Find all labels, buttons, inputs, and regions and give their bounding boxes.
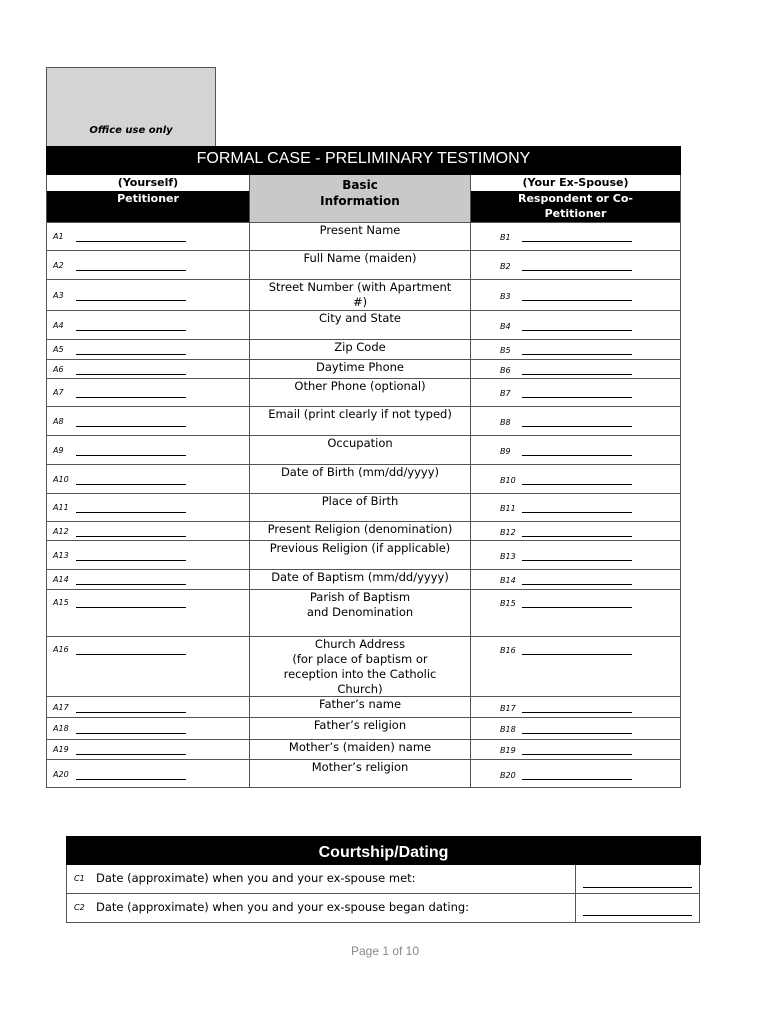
field-label-line: Present Religion (denomination): [267, 522, 453, 536]
respondent-header-line1: Respondent or Co-: [517, 192, 633, 205]
petitioner-code: A5: [53, 345, 64, 354]
field-label: [250, 697, 470, 712]
petitioner-answer-field[interactable]: [76, 300, 186, 301]
respondent-answer-field[interactable]: [522, 754, 632, 755]
petitioner-code: A16: [53, 645, 69, 654]
petitioner-code: A17: [53, 703, 69, 712]
respondent-code: B18: [500, 725, 516, 734]
respondent-code: B6: [500, 366, 511, 375]
field-label-line: Father’s name: [318, 697, 402, 711]
field-label-line: City and State: [319, 311, 401, 325]
field-label-line: Zip Code: [334, 340, 386, 354]
petitioner-answer-field[interactable]: [76, 733, 186, 734]
courtship-code-c1: C1: [74, 874, 85, 883]
field-label-line: Church): [337, 682, 383, 696]
field-label-line: #): [352, 295, 368, 309]
field-label: [250, 541, 470, 556]
respondent-answer-field[interactable]: [522, 779, 632, 780]
courtship-row-divider: [67, 893, 699, 894]
respondent-answer-field[interactable]: [522, 536, 632, 537]
field-label: [250, 718, 470, 733]
petitioner-code: A9: [53, 446, 64, 455]
respondent-code: B9: [500, 447, 511, 456]
petitioner-code: A13: [53, 551, 69, 560]
field-label-line: Daytime Phone: [316, 360, 404, 374]
petitioner-answer-field[interactable]: [76, 654, 186, 655]
courtship-question-c2: Date (approximate) when you and your ex-spouse began dating:: [96, 900, 470, 914]
courtship-code-c2: C2: [74, 903, 85, 912]
respondent-answer-field[interactable]: [522, 241, 632, 242]
petitioner-answer-field[interactable]: [76, 560, 186, 561]
basic-information-header: [250, 175, 470, 222]
petitioner-answer-field[interactable]: [76, 455, 186, 456]
office-use-box: [46, 67, 216, 146]
field-label: [250, 407, 470, 422]
field-label: [250, 570, 470, 585]
petitioner-code: A4: [53, 321, 64, 330]
field-label: [250, 522, 470, 537]
respondent-answer-field[interactable]: [522, 654, 632, 655]
petitioner-code: A3: [53, 291, 64, 300]
respondent-code: B17: [500, 704, 516, 713]
field-label: [250, 311, 470, 326]
respondent-code: B11: [500, 504, 516, 513]
petitioner-answer-field[interactable]: [76, 712, 186, 713]
respondent-code: B8: [500, 418, 511, 427]
petitioner-answer-field[interactable]: [76, 330, 186, 331]
field-label: [250, 360, 470, 375]
respondent-answer-field[interactable]: [522, 397, 632, 398]
field-label: [250, 740, 470, 755]
courtship-answer-c2[interactable]: [583, 915, 692, 916]
respondent-code: B13: [500, 552, 516, 561]
respondent-answer-field[interactable]: [522, 560, 632, 561]
respondent-code: B3: [500, 292, 511, 301]
petitioner-code: A19: [53, 745, 69, 754]
respondent-header-line2: Petitioner: [544, 207, 607, 220]
petitioner-answer-field[interactable]: [76, 426, 186, 427]
respondent-answer-field[interactable]: [522, 584, 632, 585]
respondent-answer-field[interactable]: [522, 455, 632, 456]
field-label: [250, 637, 470, 697]
field-label-line: Previous Religion (if applicable): [269, 541, 451, 555]
petitioner-code: A12: [53, 527, 69, 536]
petitioner-code: A15: [53, 598, 69, 607]
field-label: [250, 590, 470, 620]
field-label: [250, 379, 470, 394]
courtship-title: Courtship/Dating: [66, 836, 701, 865]
field-label-line: Date of Birth (mm/dd/yyyy): [280, 465, 440, 479]
field-label-line: Present Name: [319, 223, 401, 237]
field-label: [250, 340, 470, 355]
office-use-label: Office use only: [89, 125, 173, 136]
field-label-line: Street Number (with Apartment: [268, 280, 452, 294]
respondent-code: B10: [500, 476, 516, 485]
petitioner-code: A10: [53, 475, 69, 484]
field-label-line: Parish of Baptism: [309, 590, 411, 604]
petitioner-code: A11: [53, 503, 69, 512]
field-label: [250, 760, 470, 775]
field-label-line: reception into the Catholic: [283, 667, 437, 681]
petitioner-code: A14: [53, 575, 69, 584]
field-label: [250, 280, 470, 310]
respondent-answer-field[interactable]: [522, 484, 632, 485]
respondent-code: B7: [500, 389, 511, 398]
respondent-answer-field[interactable]: [522, 733, 632, 734]
field-label-line: Mother’s (maiden) name: [288, 740, 432, 754]
respondent-subheader: (Your Ex-Spouse): [471, 175, 680, 191]
respondent-code: B4: [500, 322, 511, 331]
petitioner-answer-field[interactable]: [76, 536, 186, 537]
respondent-answer-field[interactable]: [522, 374, 632, 375]
field-label-line: Occupation: [327, 436, 393, 450]
petitioner-answer-field[interactable]: [76, 241, 186, 242]
petitioner-answer-field[interactable]: [76, 779, 186, 780]
petitioner-answer-field[interactable]: [76, 354, 186, 355]
respondent-code: B15: [500, 599, 516, 608]
petitioner-answer-field[interactable]: [76, 484, 186, 485]
form-title: FORMAL CASE - PRELIMINARY TESTIMONY: [46, 146, 681, 175]
respondent-header: [471, 191, 680, 222]
petitioner-code: A7: [53, 388, 64, 397]
petitioner-answer-field[interactable]: [76, 512, 186, 513]
respondent-answer-field[interactable]: [522, 300, 632, 301]
field-label-line: Email (print clearly if not typed): [268, 407, 452, 421]
basic-information-header-line1: Basic: [342, 178, 378, 192]
respondent-code: B14: [500, 576, 516, 585]
petitioner-answer-field[interactable]: [76, 397, 186, 398]
field-label: [250, 251, 470, 266]
field-label: [250, 494, 470, 509]
petitioner-code: A1: [53, 232, 64, 241]
field-label-line: (for place of baptism or: [292, 652, 428, 666]
respondent-code: B2: [500, 262, 511, 271]
respondent-answer-field[interactable]: [522, 712, 632, 713]
respondent-answer-field[interactable]: [522, 354, 632, 355]
field-label-line: Father’s religion: [313, 718, 407, 732]
petitioner-code: A8: [53, 417, 64, 426]
petitioner-subheader: (Yourself): [47, 175, 249, 191]
respondent-code: B12: [500, 528, 516, 537]
courtship-question-c1: Date (approximate) when you and your ex-spouse met:: [96, 871, 416, 885]
respondent-answer-field[interactable]: [522, 607, 632, 608]
basic-information-header-line2: Information: [320, 194, 400, 208]
field-label: [250, 223, 470, 238]
field-label: [250, 436, 470, 451]
petitioner-code: A20: [53, 770, 69, 779]
petitioner-code: A6: [53, 365, 64, 374]
field-label-line: Full Name (maiden): [303, 251, 417, 265]
respondent-code: B16: [500, 646, 516, 655]
petitioner-code: A2: [53, 261, 64, 270]
petitioner-answer-field[interactable]: [76, 607, 186, 608]
petitioner-code: A18: [53, 724, 69, 733]
respondent-answer-field[interactable]: [522, 330, 632, 331]
petitioner-answer-field[interactable]: [76, 584, 186, 585]
respondent-code: B20: [500, 771, 516, 780]
field-label-line: Mother’s religion: [311, 760, 409, 774]
field-label: [250, 465, 470, 480]
respondent-answer-field[interactable]: [522, 270, 632, 271]
page-number: Page 1 of 10: [350, 944, 420, 958]
respondent-code: B1: [500, 233, 511, 242]
respondent-code: B19: [500, 746, 516, 755]
courtship-answer-c1[interactable]: [583, 887, 692, 888]
petitioner-answer-field[interactable]: [76, 374, 186, 375]
field-label-line: Date of Baptism (mm/dd/yyyy): [271, 570, 449, 584]
respondent-answer-field[interactable]: [522, 512, 632, 513]
field-label-line: and Denomination: [306, 605, 414, 619]
petitioner-header: Petitioner: [47, 191, 249, 222]
field-label-line: Place of Birth: [321, 494, 399, 508]
respondent-code: B5: [500, 346, 511, 355]
petitioner-answer-field[interactable]: [76, 754, 186, 755]
field-label-line: Church Address: [314, 637, 406, 651]
petitioner-answer-field[interactable]: [76, 270, 186, 271]
field-label-line: Other Phone (optional): [294, 379, 426, 393]
respondent-answer-field[interactable]: [522, 426, 632, 427]
